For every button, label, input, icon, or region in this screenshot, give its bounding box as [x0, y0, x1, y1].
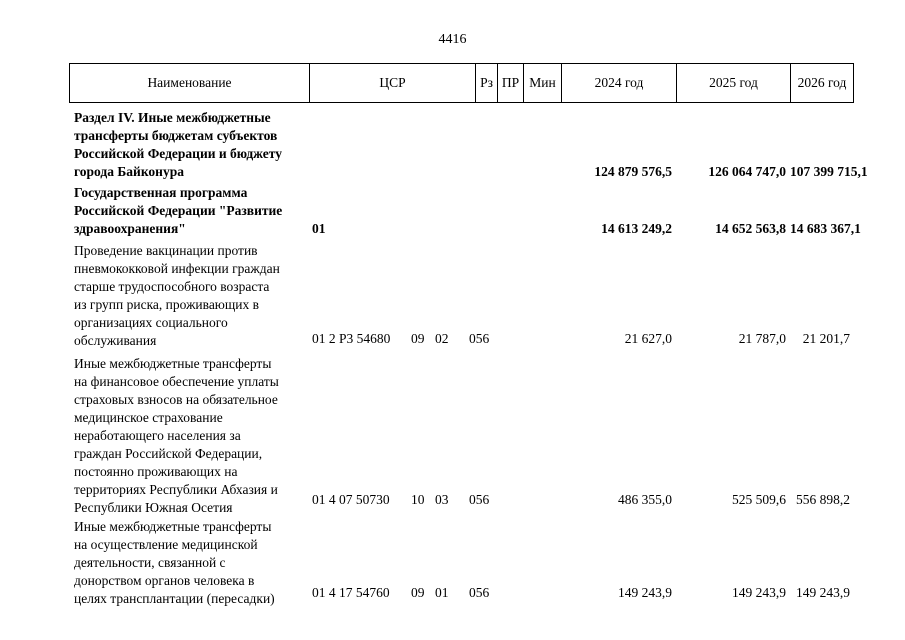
row-name-line: Проведение вакцинации против [74, 243, 258, 258]
row-name-line: Республики Южная Осетия [74, 500, 233, 515]
row-name-line: Иные межбюджетные трансферты [74, 519, 272, 534]
rz-code: 09 [411, 585, 425, 600]
value-2024: 14 613 249,2 [601, 221, 672, 236]
pr-code: 01 [435, 585, 449, 600]
value-2026: 21 201,7 [802, 331, 850, 346]
value-2024: 149 243,9 [618, 585, 672, 600]
row-name-line: территориях Республики Абхазия и [74, 482, 278, 497]
value-2026: 556 898,2 [796, 492, 850, 507]
row-name [74, 518, 307, 608]
table-row [69, 184, 861, 238]
csr-code: 01 4 07 50730 [312, 492, 390, 507]
row-name [74, 184, 307, 238]
header-rz: Рз [476, 64, 498, 102]
min-code: 056 [469, 492, 490, 507]
csr-code: 01 [312, 221, 326, 236]
row-name-line: на осуществление медицинской [74, 537, 258, 552]
row-name-line: старше трудоспособного возраста [74, 279, 270, 294]
value-2025: 525 509,6 [732, 492, 786, 507]
row-name-line: Раздел IV. Иные межбюджетные [74, 110, 271, 125]
row-name-line: граждан Российской Федерации, [74, 446, 263, 461]
row-name-line: из групп риска, проживающих в [74, 297, 260, 312]
value-2026: 14 683 367,1 [790, 221, 861, 236]
row-name-line: Государственная программа [74, 185, 248, 200]
row-name-line: деятельности, связанной с [74, 555, 226, 570]
value-2024: 124 879 576,5 [594, 164, 672, 179]
row-name-line: города Байконура [74, 164, 184, 179]
rz-code: 09 [411, 331, 425, 346]
value-2024: 486 355,0 [618, 492, 672, 507]
row-name [74, 109, 307, 181]
table-header [69, 63, 854, 103]
row-name [74, 355, 307, 517]
row-name-line: обслуживания [74, 333, 157, 348]
pr-code: 03 [435, 492, 449, 507]
value-2025: 126 064 747,0 [708, 164, 786, 179]
row-name-line: Иные межбюджетные трансферты [74, 356, 272, 371]
header-csr: ЦСР [310, 64, 476, 102]
header-name: Наименование [70, 64, 310, 102]
row-name-line: страховых взносов на обязательное [74, 392, 278, 407]
row-name-line: трансферты бюджетам субъектов [74, 128, 278, 143]
row-name [74, 242, 307, 350]
header-pr: ПР [498, 64, 524, 102]
value-2026: 107 399 715,1 [790, 164, 868, 179]
row-name-line: медицинское страхование [74, 410, 223, 425]
row-name-line: постоянно проживающих на [74, 464, 238, 479]
table-row [69, 242, 854, 350]
row-name-line: на финансовое обеспечение уплаты [74, 374, 279, 389]
row-name-line: донорством органов человека в [74, 573, 255, 588]
value-2026: 149 243,9 [796, 585, 850, 600]
header-2026: 2026 год [797, 75, 847, 90]
row-name-line: Российской Федерации "Развитие [74, 203, 283, 218]
row-name-line: пневмококковой инфекции граждан [74, 261, 280, 276]
value-2025: 14 652 563,8 [715, 221, 786, 236]
rz-code: 10 [411, 492, 425, 507]
table-row [69, 355, 854, 517]
value-2024: 21 627,0 [624, 331, 672, 346]
row-name-line: организациях социального [74, 315, 228, 330]
min-code: 056 [469, 331, 490, 346]
row-name-line: Российской Федерации и бюджету [74, 146, 282, 161]
csr-code: 01 4 17 54760 [312, 585, 390, 600]
pr-code: 02 [435, 331, 449, 346]
value-2025: 21 787,0 [738, 331, 786, 346]
csr-code: 01 2 Р3 54680 [312, 331, 391, 346]
header-min: Мин [524, 64, 562, 102]
min-code: 056 [469, 585, 490, 600]
table-row [69, 518, 854, 608]
header-2024: 2024 год [562, 64, 677, 102]
row-name-line: неработающего населения за [74, 428, 241, 443]
header-2025: 2025 год [677, 64, 791, 102]
page-number: 4416 [438, 32, 467, 47]
table-row [69, 109, 868, 181]
row-name-line: здравоохранения" [74, 221, 186, 236]
value-2025: 149 243,9 [732, 585, 786, 600]
row-name-line: целях трансплантации (пересадки) [74, 591, 275, 606]
